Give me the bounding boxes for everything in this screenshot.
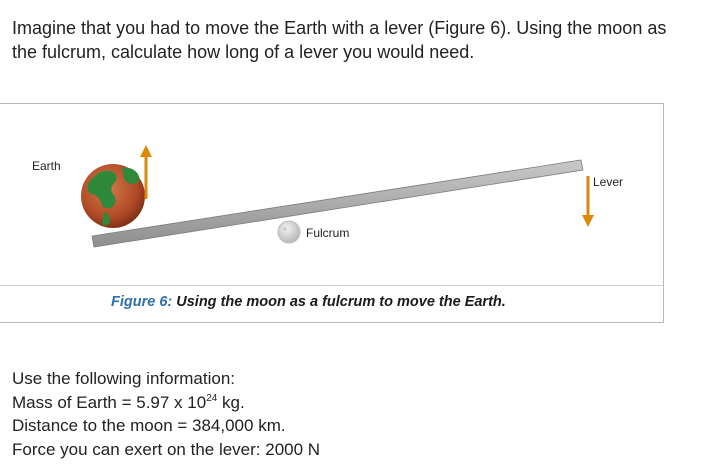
earth-icon (81, 164, 145, 228)
moon-icon (278, 221, 300, 243)
lever-diagram (0, 104, 664, 285)
mass-of-earth (12, 391, 320, 415)
force-on-lever: Force you can exert on the lever: 2000 N (12, 439, 321, 459)
question-text (12, 16, 702, 64)
caption-text: Using the moon as a fulcrum to move the Earth. (172, 294, 506, 310)
figure-number: Figure 6: (111, 294, 173, 310)
mass-prefix: Mass of Earth = 5.97 x 10 (12, 392, 207, 412)
fulcrum-label: Fulcrum (306, 226, 350, 240)
earth-label: Earth (32, 159, 61, 173)
figure-6 (0, 103, 664, 323)
figure-divider (0, 285, 663, 286)
distance-to-moon: Distance to the moon = 384,000 km. (12, 416, 286, 435)
question-line-2: the fulcrum, calculate how long of a lever you would need. (12, 42, 475, 62)
question-line-1: Imagine that you had to move the Earth with a lever (Figure 6). Using the moon as (12, 18, 667, 38)
info-heading: Use the following information: (12, 369, 236, 388)
figure-caption (111, 294, 506, 310)
given-information (12, 367, 320, 461)
mass-exponent: 24 (206, 392, 218, 404)
lever-label: Lever (593, 175, 624, 189)
mass-suffix: kg. (217, 392, 245, 412)
